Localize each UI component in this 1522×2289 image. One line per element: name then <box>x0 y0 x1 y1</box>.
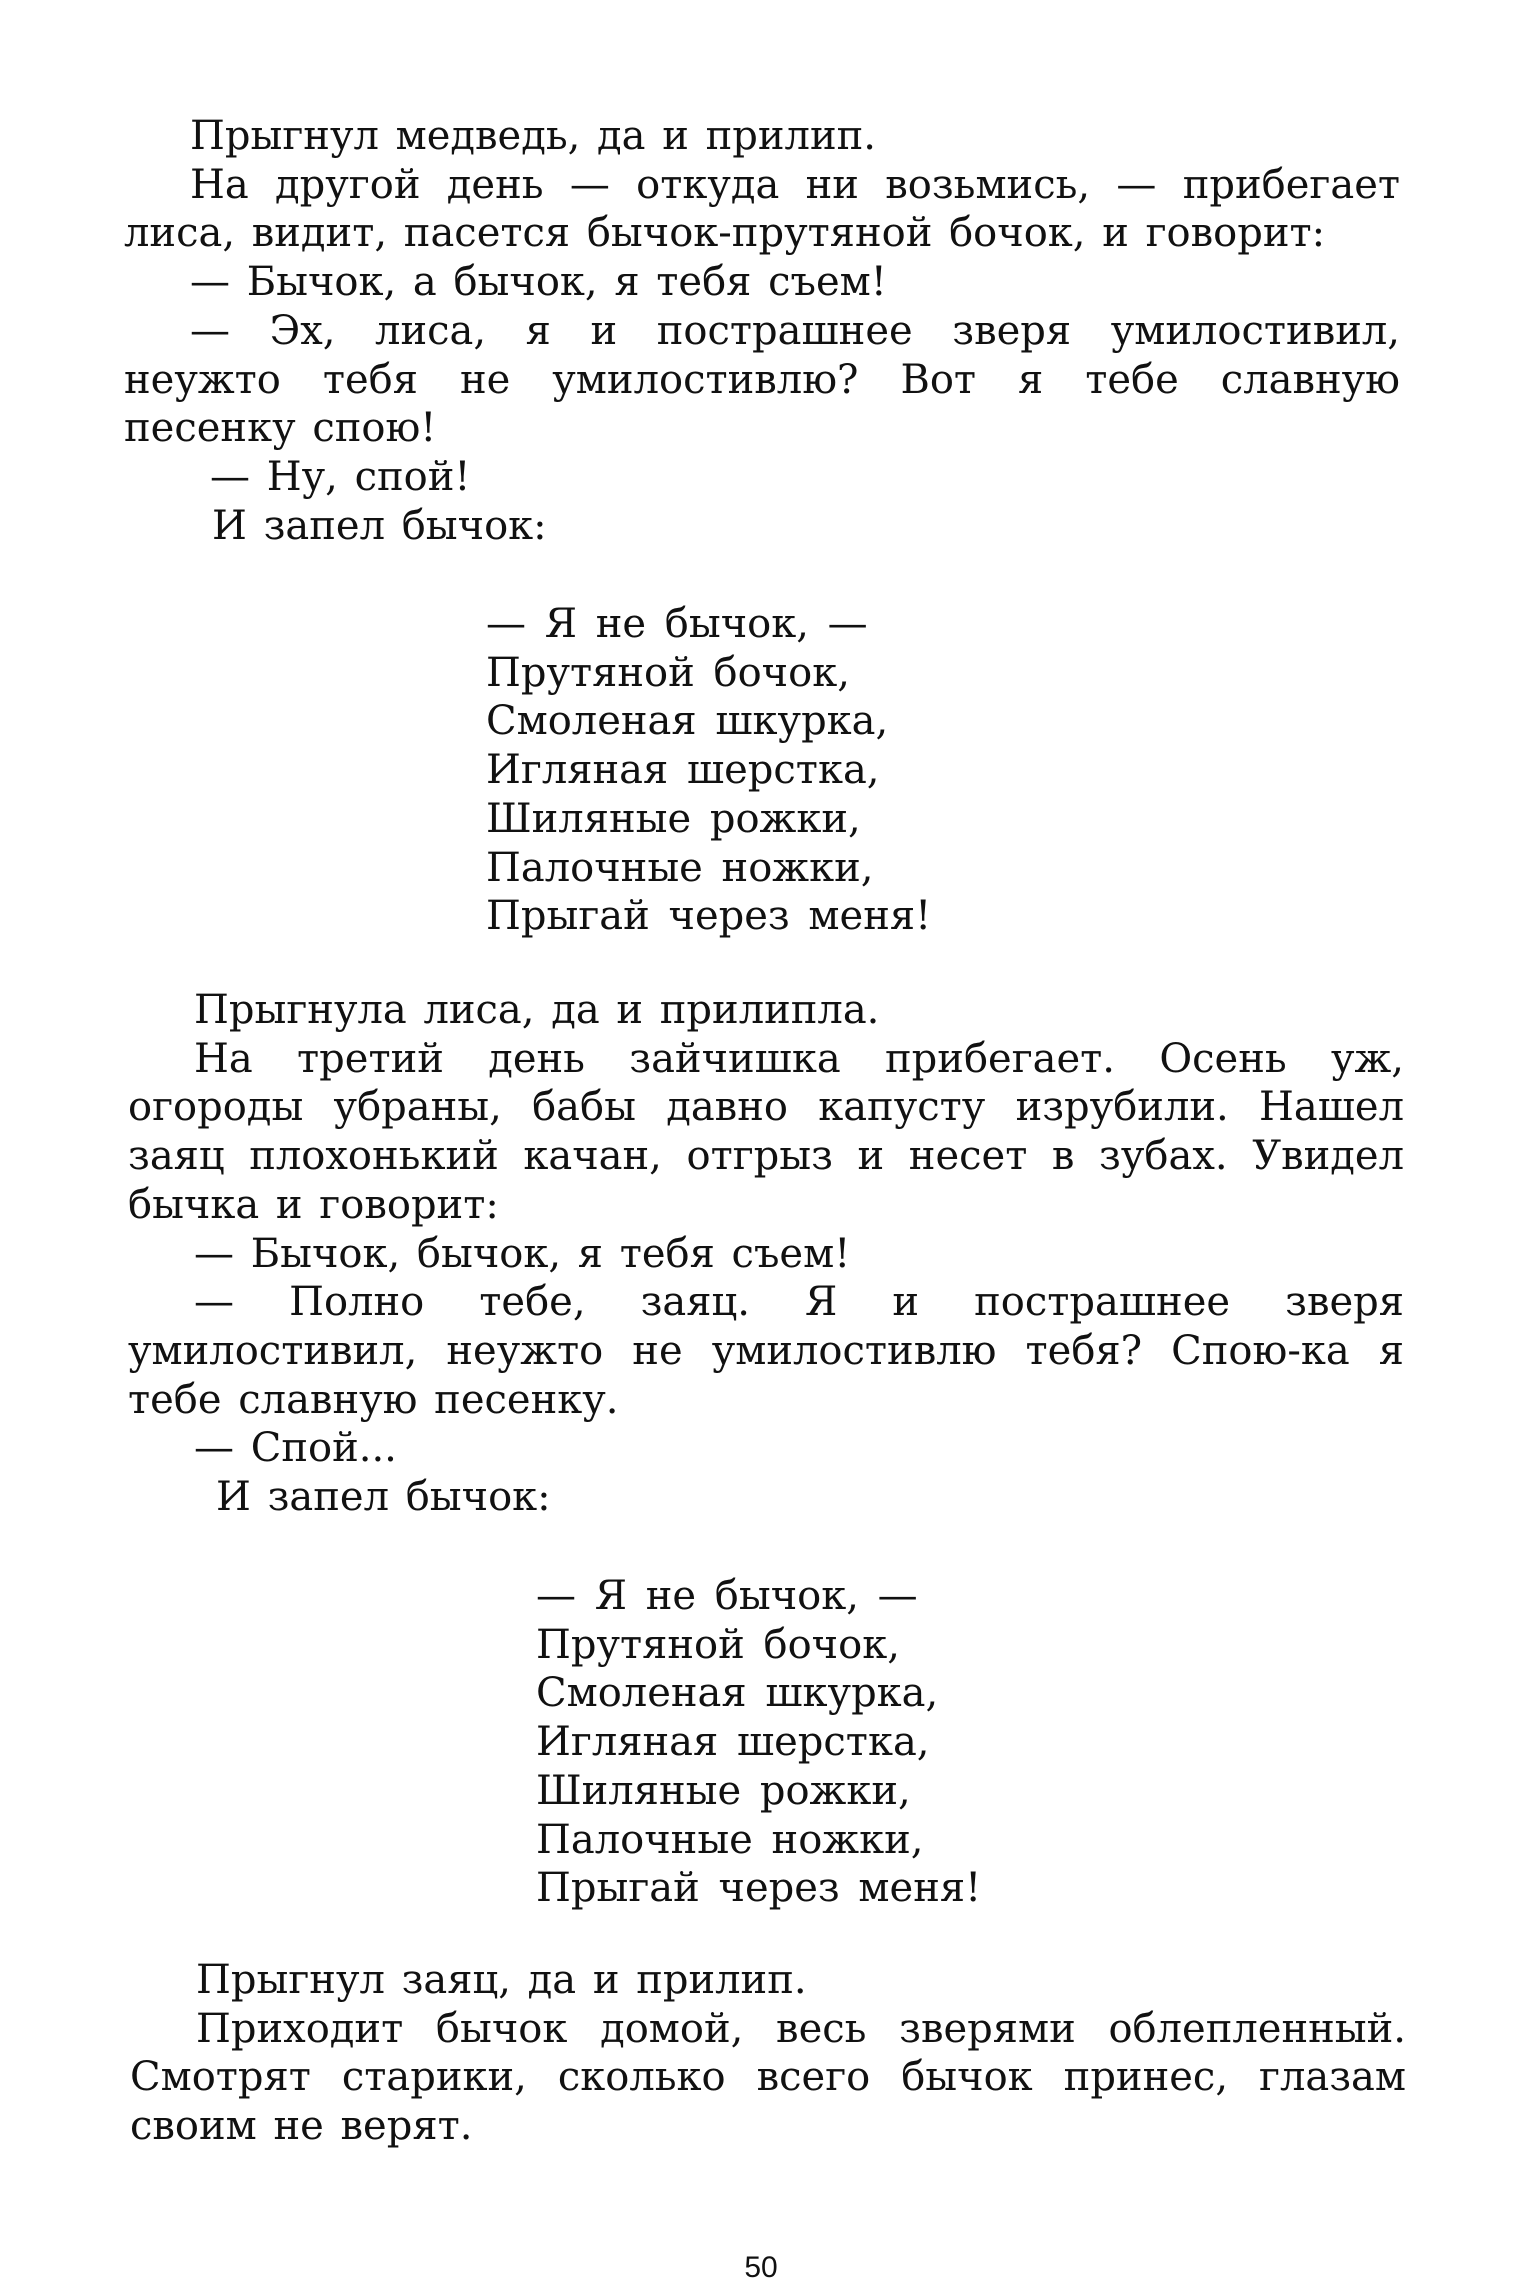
paragraph: И запел бычок: <box>212 502 547 549</box>
verse-line: Прутяной бочок, <box>536 1621 900 1668</box>
verse-line: Смоленая шкурка, <box>536 1670 939 1717</box>
paragraph: — Полно тебе, заяц. Я и пострашнее зверя умилостивил, неужто не умилостивлю тебя? Спою-ка я тебе славную песенку. <box>128 1279 1404 1423</box>
verse-line: Палочные ножки, <box>486 844 874 891</box>
verse-line: Игляная шерстка, <box>486 747 880 794</box>
verse-line: Палочные ножки, <box>536 1816 924 1863</box>
verse-line: Смоленая шкурка, <box>486 698 889 745</box>
verse-line: — Я не бычок, — <box>536 1573 918 1619</box>
verse-line: Прыгай через меня! <box>486 893 932 940</box>
paragraph: Прыгнул медведь, да и прилип. <box>190 113 876 159</box>
prose-section-2 <box>128 986 1404 1522</box>
verse-line: — Я не бычок, — <box>486 601 868 647</box>
prose-section-1 <box>124 112 1400 550</box>
paragraph: Приходит бычок домой, весь зверями облепленный. Смотрят старики, сколько всего бычок принес, глазам своим не верят. <box>130 2005 1406 2150</box>
paragraph: И запел бычок: <box>216 1474 551 1521</box>
verse-line: Игляная шерстка, <box>536 1719 930 1766</box>
paragraph: Прыгнула лиса, да и прилипла. <box>194 987 880 1033</box>
paragraph: Прыгнул заяц, да и прилип. <box>196 1957 807 2003</box>
verse-line: Прыгай через меня! <box>536 1865 982 1912</box>
paragraph: На третий день зайчишка прибегает. Осень уж, огороды убраны, бабы давно капусту изрубили. Нашел заяц плохонький качан, отгрыз и несет в зубах. Увидел бычка и говорит: <box>128 1035 1404 1228</box>
paragraph: — Эх, лиса, я и пострашнее зверя умилостивил, неужто тебя не умилостивлю? Вот я тебе славную песенку спою! <box>124 307 1400 452</box>
paragraph: — Бычок, а бычок, я тебя съем! <box>190 259 887 306</box>
paragraph: На другой день — откуда ни возьмись, — прибегает лиса, видит, пасется бычок-прутяной бочок, и говорит: <box>124 161 1400 257</box>
paragraph: — Бычок, бычок, я тебя съем! <box>194 1230 851 1277</box>
song-verse-1 <box>486 600 931 941</box>
verse-line: Шиляные рожки, <box>536 1767 911 1814</box>
song-verse-2 <box>536 1572 981 1913</box>
page-number: 50 <box>744 2251 778 2284</box>
verse-line: Шиляные рожки, <box>486 795 861 842</box>
paragraph: — Спой... <box>194 1425 397 1472</box>
prose-section-3 <box>130 1956 1406 2151</box>
verse-line: Прутяной бочок, <box>486 649 850 696</box>
paragraph: — Ну, спой! <box>210 453 471 500</box>
